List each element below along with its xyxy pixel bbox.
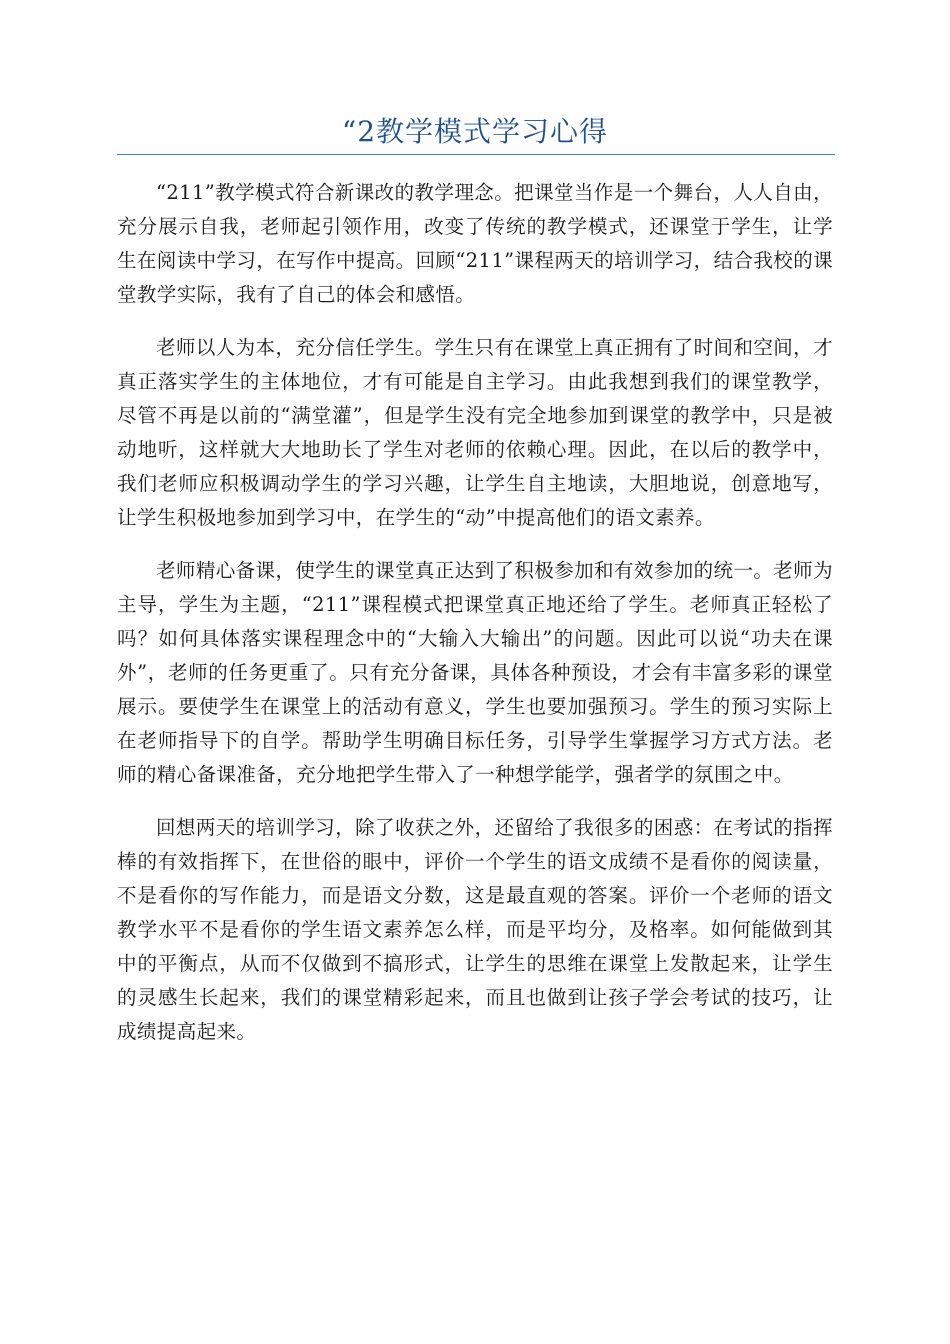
document-title: “2教学模式学习心得	[341, 115, 609, 148]
document-body	[117, 176, 833, 1068]
paragraph-1: “211”教学模式符合新课改的教学理念。把课堂当作是一个舞台，人人自由，充分展示自我，老师起引领作用，改变了传统的教学模式，还课堂于学生，让学生在阅读中学习，在写作中提高。回顾“211”课程两天的培训学习，结合我校的课堂教学实际，我有了自己的体会和感悟。	[117, 181, 833, 306]
paragraph-4: 回想两天的培训学习，除了收获之外，还留给了我很多的困惑：在考试的指挥棒的有效指挥下，在世俗的眼中，评价一个学生的语文成绩不是看你的阅读量，不是看你的写作能力，而是语文分数，这是最直观的答案。评价一个老师的语文教学水平不是看你的学生语文素养怎么样，而是平均分，及格率。如何能做到其中的平衡点，从而不仅做到不搞形式，让学生的思维在课堂上发散起来，让学生的灵感生长起来，我们的课堂精彩起来，而且也做到让孩子学会考试的技巧，让成绩提高起来。	[117, 816, 833, 1043]
paragraph-3: 老师精心备课，使学生的课堂真正达到了积极参加和有效参加的统一。老师为主导，学生为主题，“211”课程模式把课堂真正地还给了学生。老师真正轻松了吗？如何具体落实课程理念中的“大输入大输出”的问题。因此可以说“功夫在课外”，老师的任务更重了。只有充分备课，具体各种预设，才会有丰富多彩的课堂展示。要使学生在课堂上的活动有意义，学生也要加强预习。学生的预习实际上在老师指导下的自学。帮助学生明确目标任务，引导学生掌握学习方式方法。老师的精心备课准备，充分地把学生带入了一种想学能学，强者学的氛围之中。	[117, 559, 833, 786]
paragraph-2: 老师以人为本，充分信任学生。学生只有在课堂上真正拥有了时间和空间，才真正落实学生的主体地位，才有可能是自主学习。由此我想到我们的课堂教学，尽管不再是以前的“满堂灌”，但是学生没有完全地参加到课堂的教学中，只是被动地听，这样就大大地助长了学生对老师的依赖心理。因此，在以后的教学中，我们老师应积极调动学生的学习兴趣，让学生自主地读，大胆地说，创意地写，让学生积极地参加到学习中，在学生的“动”中提高他们的语文素养。	[117, 336, 833, 529]
title-underline	[117, 154, 835, 155]
